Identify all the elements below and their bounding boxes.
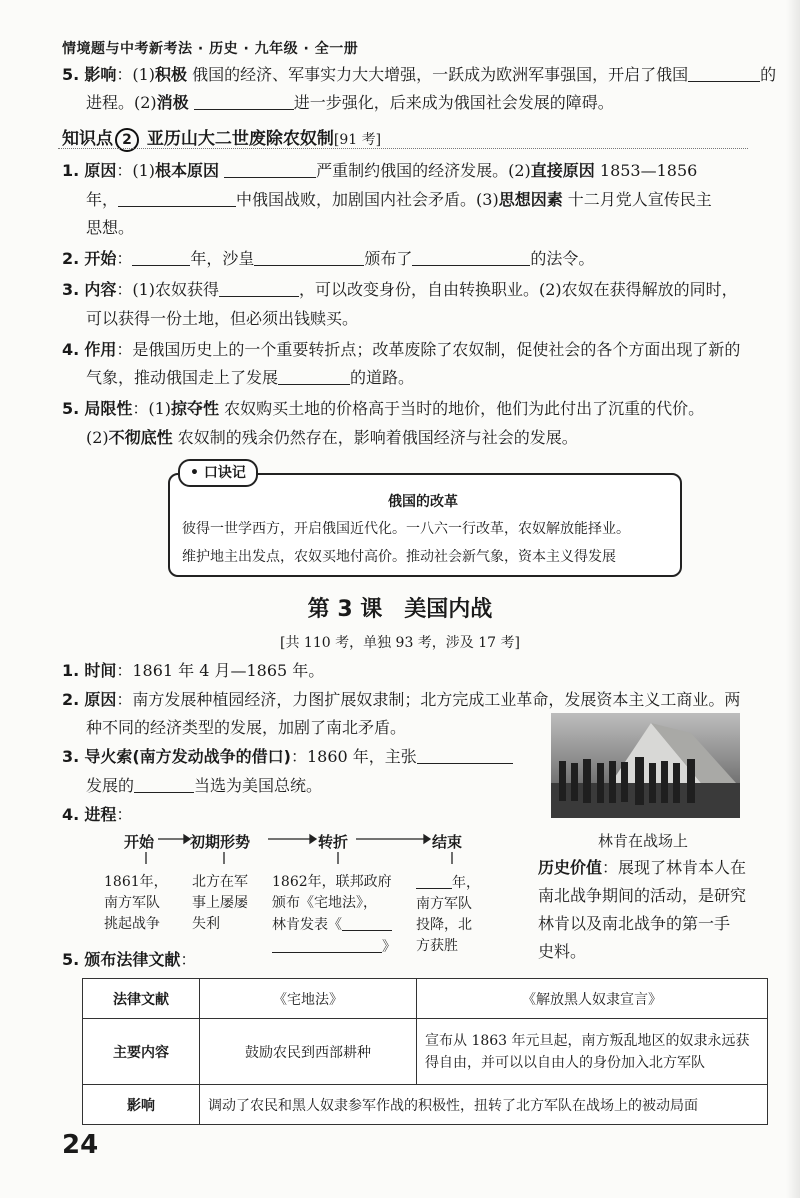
text: 俄国的经济、军事实力大大增强，一跃成为欧洲军事强国，开启了俄国 [192,65,689,84]
mnemonic-tag [178,459,258,487]
mnemonic-tag-label: 口诀记 [203,465,246,481]
fill-blank[interactable] [272,936,382,953]
text: 失利 [192,916,220,932]
kp1-item-5-cont [86,92,614,114]
table-header: 《宅地法》 [200,979,417,1019]
text: ：展现了林肯本人在 [602,858,747,877]
kp2-item-2 [62,248,594,270]
fill-blank[interactable] [118,190,236,207]
page-number: 24 [62,1130,99,1160]
mnemonic-line-2: 维护地主出发点，农奴买地付高价。推动社会新气象，资本主义得发展 [182,549,616,565]
text: 南方军队 [104,895,160,911]
text: ：南方发展种植园经济，力图扩展奴隶制；北方完成工业革命，发展资本主义工商业。两 [116,690,741,709]
kp1-item-5 [62,64,776,86]
kp2-item-5-cont [86,427,578,449]
keyword: 不彻底性 [108,428,173,447]
text: ： [116,805,133,824]
historical-value-line-4: 史料。 [538,942,587,961]
text: 事上屡屡 [192,895,248,911]
keyword: 掠夺性 [171,399,220,418]
flow-stage-early: 初期形势 [190,833,251,851]
text: 颁布了 [364,249,413,268]
bullet-icon: • [190,465,204,481]
mnemonic-line-1: 彼得一世学西方，开启俄国近代化。一八六一行改革，农奴解放能择业。 [182,521,630,537]
text: ：(1)农奴获得 [116,280,219,299]
text: ：(1) [116,161,155,180]
table-row [83,1019,768,1085]
fill-blank[interactable] [417,747,513,764]
fill-blank[interactable] [134,776,194,793]
item-number: 1. [62,661,80,680]
item-keyword: 原因 [84,690,117,709]
text: 北方在军 [192,874,248,890]
item-number: 5. [62,399,80,418]
item-number: 5. [62,65,80,84]
kp2-item-3 [62,279,738,301]
photo-caption: 林肯在战场上 [598,832,689,850]
text: ，可以改变身份，自由转换职业。(2)农奴在获得解放的同时， [299,280,738,299]
lesson-item-5 [62,949,196,971]
kp2-item-5 [62,398,704,420]
lesson-item-2-cont: 种不同的经济类型的发展，加剧了南北矛盾。 [86,718,407,737]
flow-stage-turn: 转折 [318,833,349,851]
item-keyword: 原因 [84,161,117,180]
text: 投降，北 [416,917,472,933]
text: 林肯发表《 [272,917,342,933]
photo-illustration [551,713,740,818]
kp-label: 知识点 [62,129,113,149]
text: 南方军队 [416,896,472,912]
flow-note-turn [272,872,396,958]
lesson-title: 第 3 课 美国内战 [307,597,493,622]
text: 进一步强化，后来成为俄国社会发展的障碍。 [293,93,614,112]
kp2-item-3-cont: 可以获得一份土地，但必须出钱赎买。 [86,309,359,328]
text: 1862年，联邦政府 [272,874,392,890]
text [272,914,396,936]
fill-blank[interactable] [254,249,364,266]
fill-blank[interactable] [416,872,452,889]
text: 挑起战争 [104,916,160,932]
text: 的道路。 [350,368,415,387]
table-header: 法律文献 [83,979,200,1019]
text: ：1861 年 4 月—1865 年。 [116,661,325,680]
kp-heading: 亚历山大二世废除农奴制 [146,129,334,149]
text: ：1860 年，主张 [290,747,417,766]
text: 1853—1856 [599,161,698,180]
flow-note-start [104,872,168,935]
item-number: 2. [62,690,80,709]
text: (2) [86,428,109,447]
table-cell: 调动了农民和黑人奴隶参军作战的积极性，扭转了北方军队在战场上的被动局面 [200,1085,768,1125]
page-edge-shadow [786,0,800,1198]
item-keyword: 局限性 [84,399,133,418]
table-cell: 宣布从 1863 年元旦起，南方叛乱地区的奴隶永远获得自由，并可以以自由人的身份加入北方军队 [417,1019,768,1085]
kp-number-badge: 2 [115,128,139,152]
flow-stage-start: 开始 [124,833,155,851]
text: 十二月党人宣传民主 [567,190,712,209]
legal-documents-table [82,978,768,1125]
item-keyword: 颁布法律文献 [84,950,181,969]
item-keyword: 开始 [84,249,117,268]
lesson-item-3 [62,746,513,768]
table-header: 《解放黑人奴隶宣言》 [417,979,768,1019]
keyword: 历史价值 [538,858,603,877]
text [272,936,396,958]
text: 农奴制的残余仍然存在，影响着俄国经济与社会的发展。 [177,428,578,447]
exam-count-tag: [91 考] [333,132,382,148]
kp2-item-1 [62,160,697,182]
lesson-item-1 [62,660,324,682]
fill-blank[interactable] [342,914,392,931]
item-keyword: 作用 [84,340,117,359]
kp2-item-1-cont2: 思想。 [86,218,135,237]
page-header: 情境题与中考新考法 · 历史 · 九年级 · 全一册 [62,41,359,57]
text: ：是俄国历史上的一个重要转折点；改革废除了农奴制，促使社会的各个方面出现了新的 [116,340,741,359]
text: 的法令。 [530,249,595,268]
table-row [83,979,768,1019]
mnemonic-title: 俄国的改革 [388,494,458,510]
item-keyword: 导火索(南方发动战争的借口) [84,747,291,766]
keyword: 根本原因 [155,161,220,180]
text: 农奴购买土地的价格高于当时的地价，他们为此付出了沉重的代价。 [224,399,705,418]
lesson-item-4 [62,804,132,826]
lesson-item-2 [62,689,740,711]
text: 进程。(2) [86,93,157,112]
divider [58,148,748,149]
fill-blank[interactable] [194,93,294,110]
text: 方获胜 [416,938,458,954]
item-number: 4. [62,805,80,824]
text: ：(1) [116,65,155,84]
kp2-item-4-cont [86,367,414,389]
table-cell: 主要内容 [83,1019,200,1085]
table-cell: 影响 [83,1085,200,1125]
lesson-item-3-cont [86,775,322,797]
keyword: 直接原因 [530,161,595,180]
fill-blank[interactable] [688,65,760,82]
flow-arrows [100,828,500,868]
kp2-item-1-cont [86,189,712,211]
item-keyword: 内容 [84,280,117,299]
text [416,872,480,894]
historical-value-line-3: 林肯以及南北战争的第一手 [538,914,731,933]
item-number: 2. [62,249,80,268]
text: 1861年， [104,874,168,890]
text: 年， [452,875,480,891]
fill-blank[interactable] [412,249,530,266]
historical-value [538,857,746,879]
item-keyword: 时间 [84,661,117,680]
text: 发展的 [86,776,135,795]
fill-blank[interactable] [219,280,299,297]
keyword: 积极 [155,65,188,84]
text: ： [116,249,133,268]
flow-note-end [416,872,480,957]
kp2-item-4 [62,339,740,361]
text: 》 [382,939,396,955]
item-number: 3. [62,280,80,299]
flow-stage-end: 结束 [432,833,463,851]
text: 中俄国战败，加剧国内社会矛盾。(3) [236,190,499,209]
item-number: 5. [62,950,80,969]
text: 严重制约俄国的经济发展。(2) [316,161,531,180]
text: 年， [86,190,119,209]
text: 气象，推动俄国走上了发展 [86,368,279,387]
table-cell: 鼓励农民到西部耕种 [200,1019,417,1085]
fill-blank[interactable] [278,368,350,385]
item-number: 1. [62,161,80,180]
historical-value-line-2: 南北战争期间的活动，是研究 [538,886,747,905]
table-row [83,1085,768,1125]
item-number: 3. [62,747,80,766]
text: 颁布《宅地法》， [272,895,377,911]
item-keyword: 影响 [84,65,117,84]
text: ：(1) [132,399,171,418]
lincoln-battlefield-photo [551,713,740,818]
text: 年，沙皇 [190,249,255,268]
text: ： [180,950,197,969]
fill-blank[interactable] [132,249,190,266]
flow-note-early [192,872,248,935]
keyword: 思想因素 [498,190,563,209]
item-number: 4. [62,340,80,359]
text: 的 [760,65,777,84]
keyword: 消极 [156,93,189,112]
text: 当选为美国总统。 [194,776,323,795]
lesson-exam-stats: [共 110 考，单独 93 考，涉及 17 考] [280,635,520,651]
item-keyword: 进程 [84,805,117,824]
fill-blank[interactable] [224,161,316,178]
